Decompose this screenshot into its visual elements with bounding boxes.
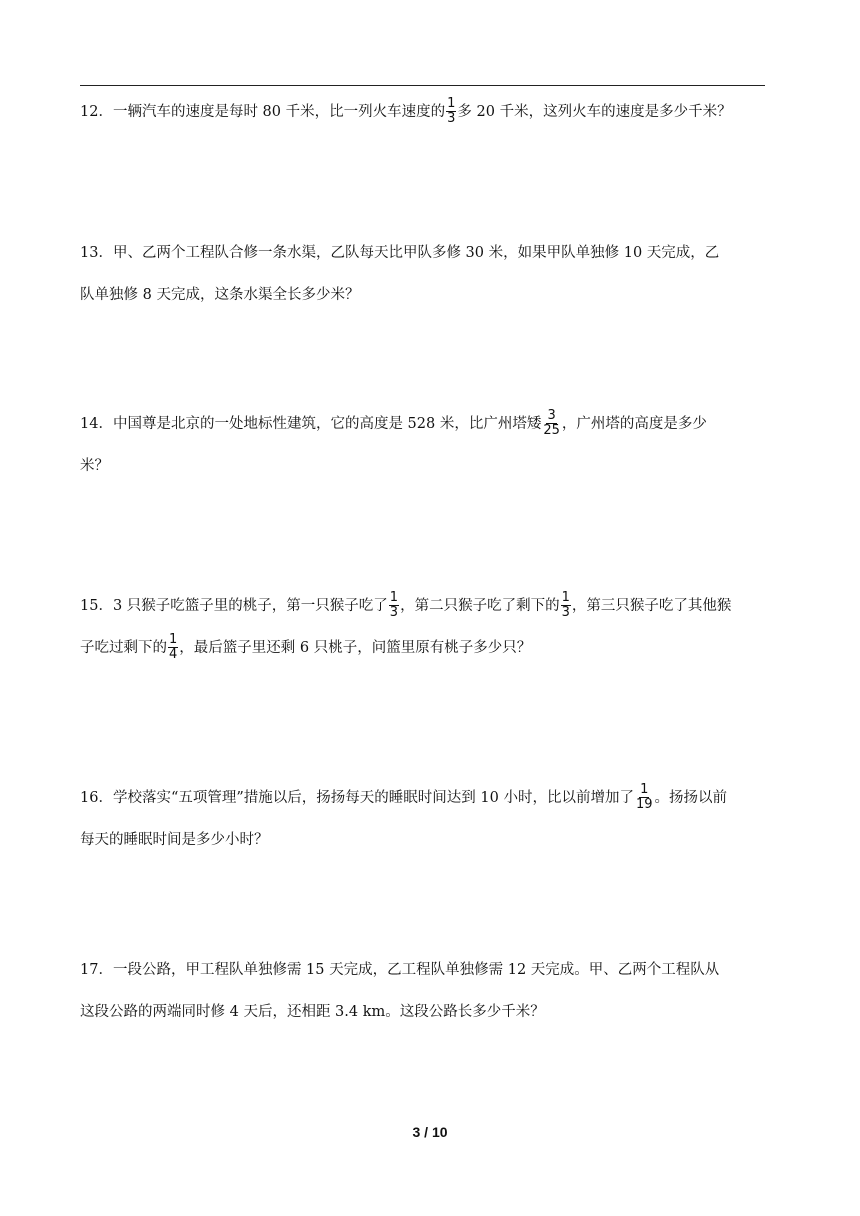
question-16-line-2	[80, 819, 770, 861]
fraction	[168, 633, 178, 661]
fraction	[446, 97, 456, 125]
question-17-line-2	[80, 991, 770, 1033]
question-14-line-2	[80, 445, 770, 487]
question-number: 16．	[80, 790, 113, 806]
question-text: 一段公路，甲工程队单独修需 15 天完成，乙工程队单独修需 12 天完成。甲、乙两个工程队从	[112, 962, 720, 978]
fraction	[389, 591, 399, 619]
question-13-line-2	[80, 274, 770, 316]
fraction	[635, 783, 654, 811]
question-number: 12．	[80, 104, 113, 120]
question-text: 队单独修 8 天完成，这条水渠全长多少米？	[80, 287, 360, 303]
fraction-numerator: 1	[169, 631, 178, 647]
question-text: 每天的睡眠时间是多少小时？	[80, 832, 269, 848]
question-12	[80, 91, 770, 133]
question-text: ，广州塔的高度是多少	[561, 416, 707, 432]
page-number: 3 / 10	[412, 1124, 448, 1140]
question-13	[80, 232, 770, 316]
header-rule	[80, 85, 765, 86]
question-15	[80, 585, 770, 669]
fraction-denominator: 3	[561, 604, 570, 620]
fraction-numerator: 1	[389, 589, 399, 605]
fraction-denominator: 25	[543, 422, 560, 438]
question-text: 米？	[80, 458, 109, 474]
question-text: ，最后篮子里还剩 6 只桃子，问篮里原有桃子多少只？	[179, 640, 532, 656]
question-15-line-2	[80, 627, 770, 669]
fraction-denominator: 19	[635, 796, 653, 812]
question-text: 。扬扬以前	[654, 790, 727, 806]
question-text: 甲、乙两个工程队合修一条水渠，乙队每天比甲队多修 30 米，如果甲队单独修 10 天完成，乙	[112, 245, 720, 261]
fraction-denominator: 4	[169, 646, 178, 662]
question-text: ，第二只猴子吃了剩下的	[400, 598, 560, 614]
question-text: 中国尊是北京的一处地标性建筑，它的高度是 528 米，比广州塔矮	[112, 416, 542, 432]
question-12-line-1	[80, 91, 770, 133]
question-17	[80, 949, 770, 1033]
question-number: 13．	[80, 245, 113, 261]
fraction-numerator: 1	[447, 95, 456, 111]
fraction	[561, 591, 571, 619]
question-text: 3 只猴子吃篮子里的桃子，第一只猴子吃了	[112, 598, 388, 614]
question-number: 14．	[80, 416, 113, 432]
fraction-numerator: 3	[547, 407, 556, 423]
question-number: 15．	[80, 598, 113, 614]
fraction-numerator: 1	[640, 781, 649, 797]
question-text: 多 20 千米，这列火车的速度是多少千米？	[457, 104, 732, 120]
question-text: 这段公路的两端同时修 4 天后，还相距 3.4 km。这段公路长多少千米？	[80, 1004, 545, 1020]
question-15-line-1	[80, 585, 770, 627]
question-text: 学校落实“五项管理”措施以后，扬扬每天的睡眠时间达到 10 小时，比以前增加了	[112, 790, 634, 806]
question-number: 17．	[80, 962, 113, 978]
question-14	[80, 403, 770, 487]
fraction-denominator: 3	[389, 604, 399, 620]
fraction	[542, 409, 561, 437]
fraction-numerator: 1	[561, 589, 570, 605]
question-16-line-1	[80, 777, 770, 819]
question-14-line-1	[80, 403, 770, 445]
question-text: 子吃过剩下的	[80, 640, 167, 656]
question-text: 一辆汽车的速度是每时 80 千米，比一列火车速度的	[112, 104, 446, 120]
question-text: ，第三只猴子吃了其他猴	[571, 598, 732, 614]
fraction-denominator: 3	[447, 110, 456, 126]
question-13-line-1	[80, 232, 770, 274]
question-16	[80, 777, 770, 861]
question-17-line-1	[80, 949, 770, 991]
